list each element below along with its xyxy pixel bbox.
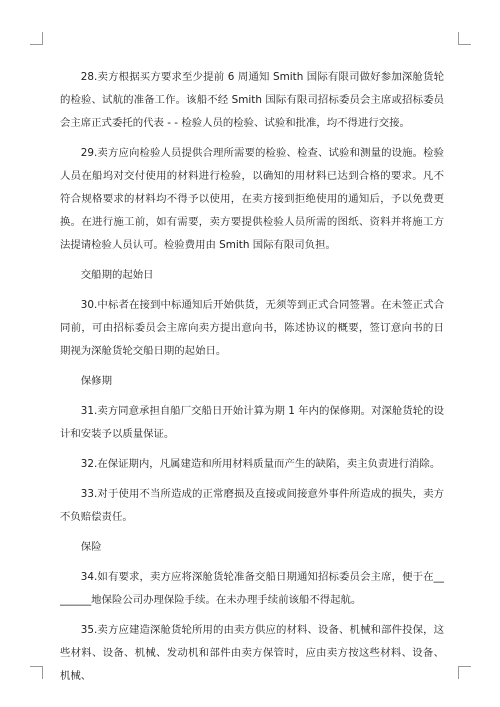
crop-mark-bottom-left <box>30 666 43 679</box>
crop-mark-bottom-right <box>458 666 471 679</box>
document-body <box>60 66 444 695</box>
clause-34: 34.如有要求，卖方应将深舱货轮准备交船日期通知招标委员会主席，便于在________地保险公司办理保险手续。在未办理手续前该船不得起航。 <box>60 571 444 606</box>
clause-35: 35.卖方应建造深舱货轮所用的由卖方供应的材料、设备、机械和部件投保，这些材料、设备、机械、发动机和部件由卖方保管时，应由卖方按这些材料、设备、机械、 <box>60 624 444 682</box>
crop-mark-top-right <box>458 32 471 45</box>
section-heading-delivery-start: 交船期的起始日 <box>80 269 154 281</box>
crop-mark-top-left <box>30 32 43 45</box>
clause-29: 29.卖方应向检验人员提供合理所需要的检验、检查、试验和测量的设施。检验人员在船坞对交付使用的材料进行检验，以确知的用材料已达到合格的要求。凡不符合规格要求的材料均不得予以使用，在卖方接到拒绝使用的通知后，予以免费更换。在进行施工前，如有需要，卖方要提供检验人员所需的图纸、资料并将施工方法提请检验人员认可。检验费用由 Smith 国际有限司负担。 <box>60 147 444 251</box>
clause-32: 32.在保证期内，凡属建造和所用材料质量而产生的缺陷，卖主负责进行消除。 <box>80 458 441 470</box>
section-heading-warranty: 保修期 <box>80 375 112 387</box>
clause-33: 33.对于使用不当所造成的正常磨损及直接或间接意外事件所造成的损失，卖方不负赔偿责任。 <box>60 488 444 523</box>
clause-30: 30.中标者在接到中标通知后开始供货，无须等到正式合同签署。在未签正式合同前，可由招标委员会主席向卖方提出意向书，陈述协议的概要，签订意向书的日期视为深舱货轮交船日期的起始日。 <box>60 299 444 357</box>
section-heading-insurance: 保险 <box>80 541 102 553</box>
clause-28: 28.卖方根据买方要求至少提前 6 周通知 Smith 国际有限司做好参加深舱货轮的检验、试航的准备工作。该船不经 Smith 国际有限司招标委员会主席或招标委员会主席正式委托的代表 - - 检验人员的检验、试验和批准，均不得进行交接。 <box>60 71 444 129</box>
clause-31: 31.卖方同意承担自船厂交船日开始计算为期 1 年内的保修期。对深舱货轮的设计和安装予以质量保证。 <box>60 405 444 440</box>
